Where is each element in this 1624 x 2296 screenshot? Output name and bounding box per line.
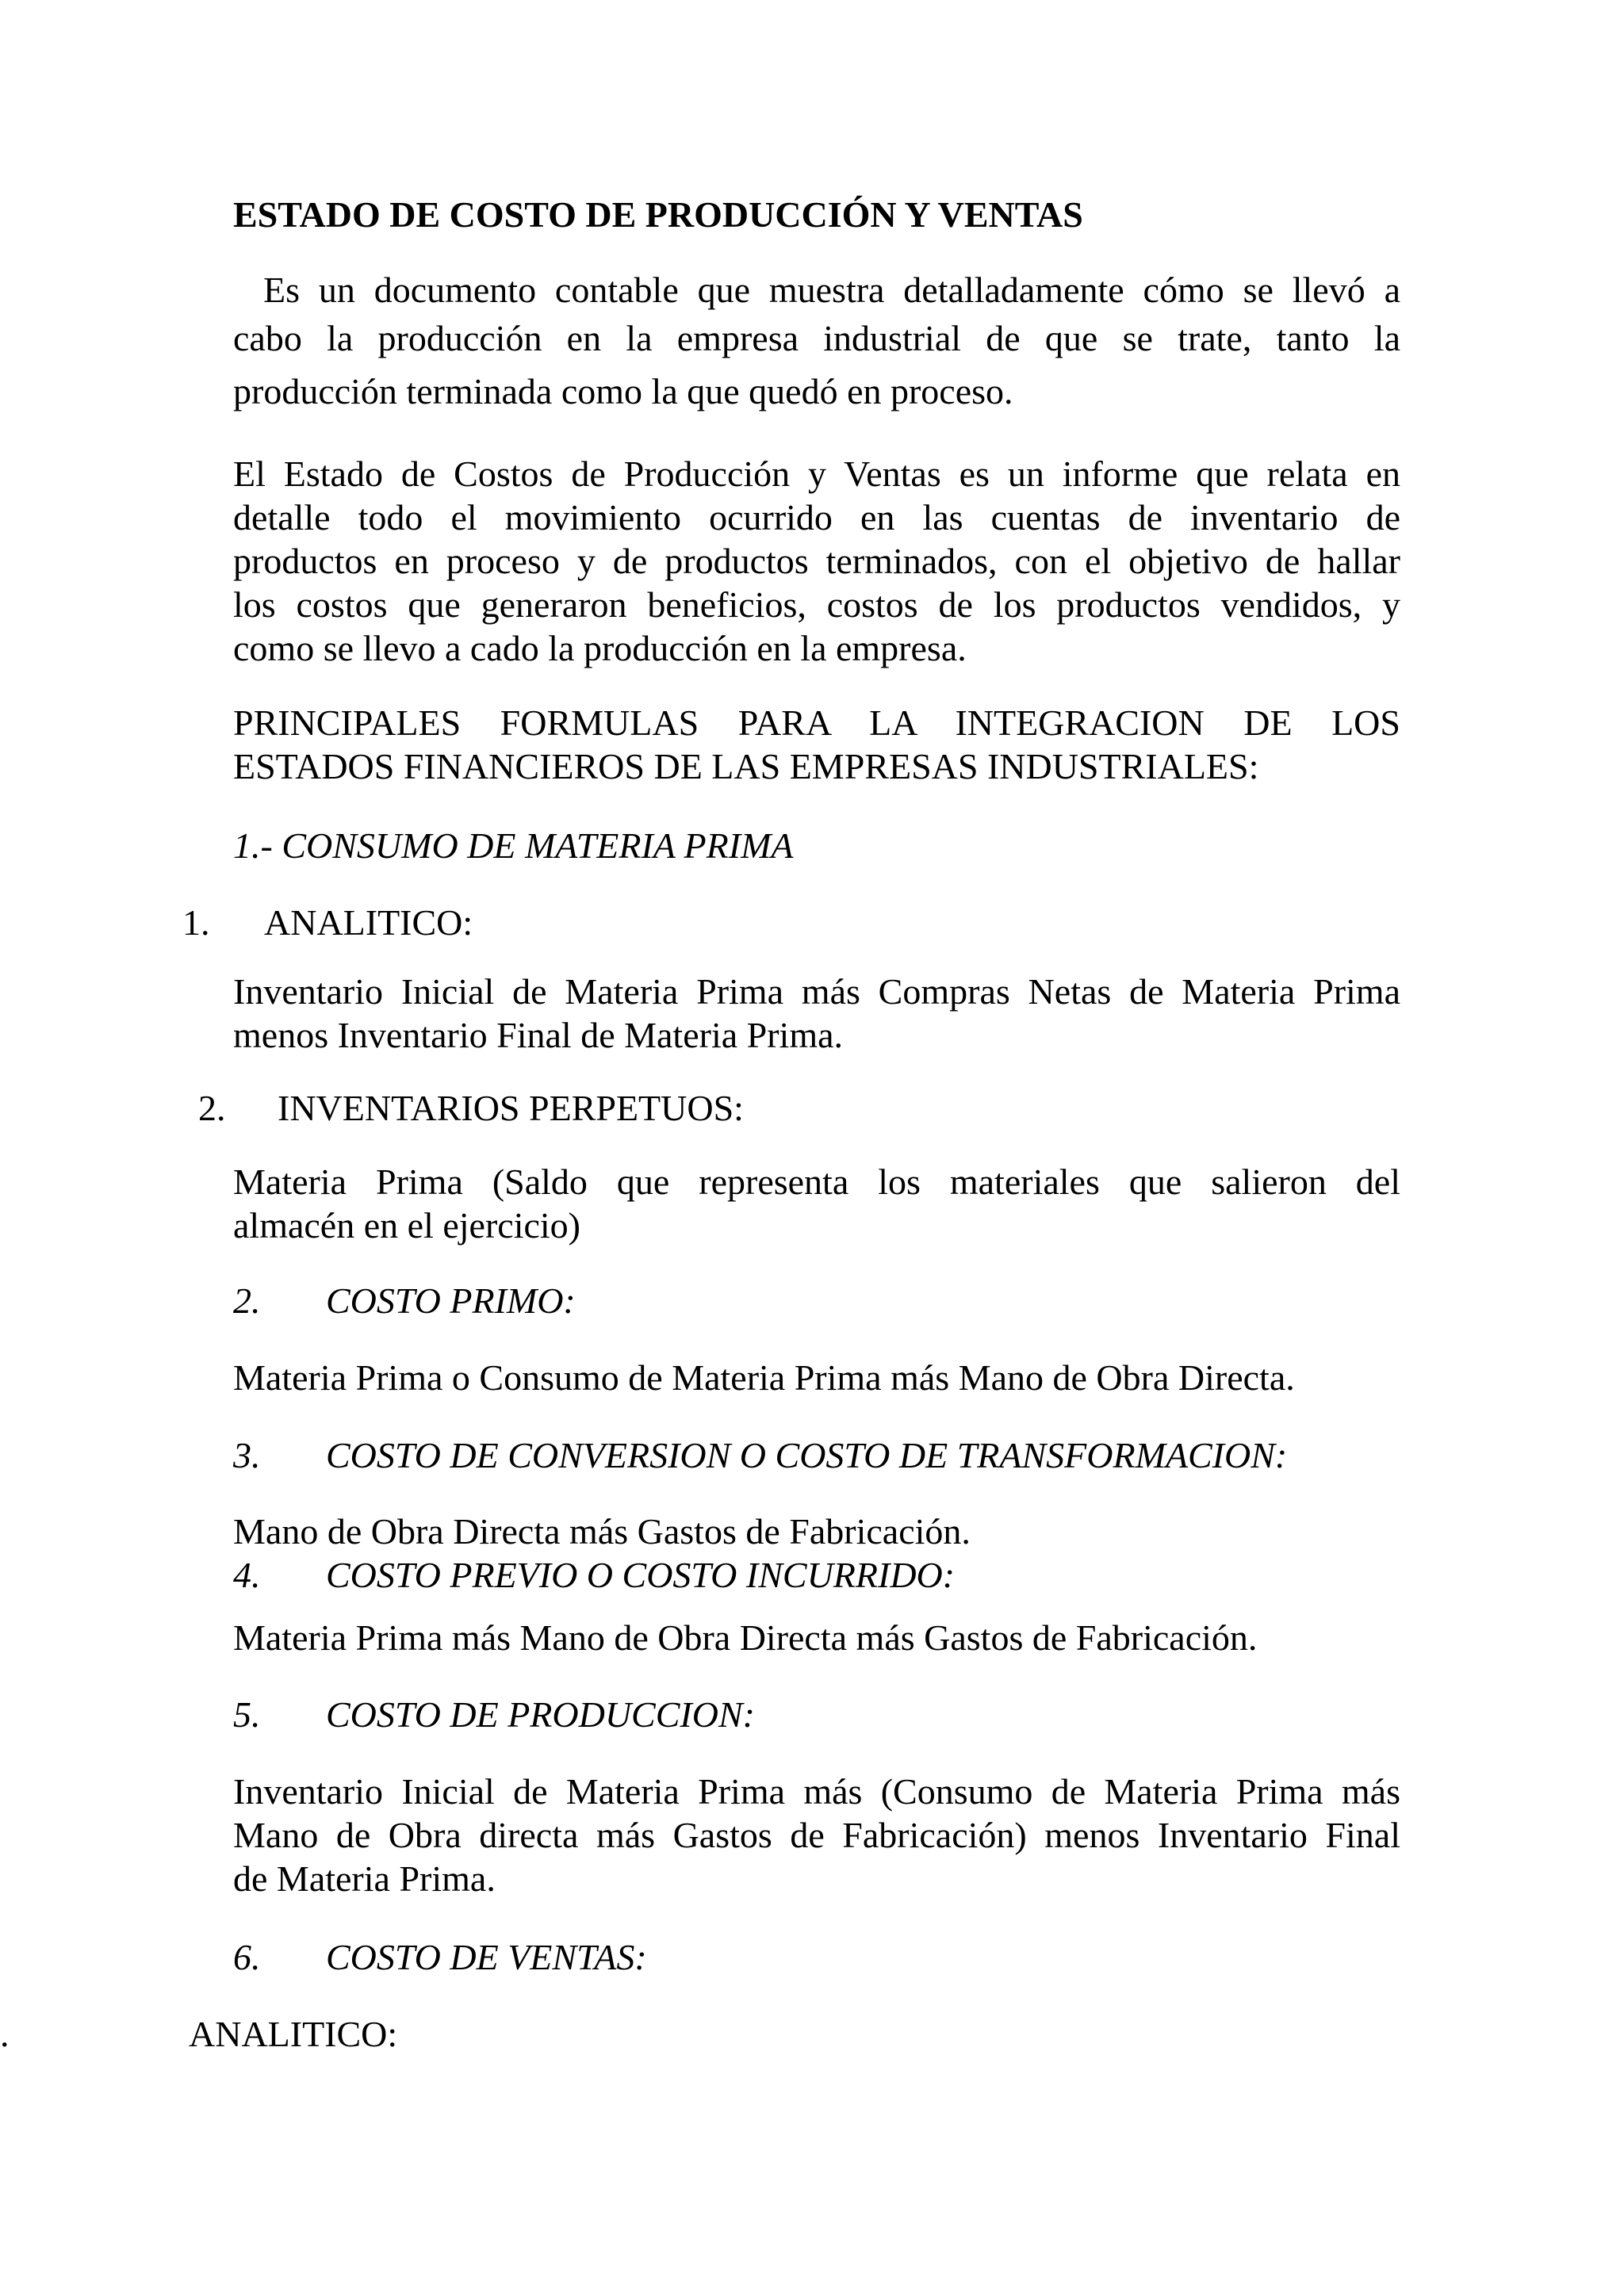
list-number: 4. xyxy=(233,1555,261,1595)
paragraph-line: cabo la producción en la empresa industrial de que se trate, tanto la xyxy=(233,318,1400,358)
paragraph-line: los costos que generaron beneficios, costos de los productos vendidos, y xyxy=(233,584,1400,625)
list-number: 5. xyxy=(233,1694,261,1735)
section-heading-costo-ventas: COSTO DE VENTAS: xyxy=(326,1937,647,1977)
paragraph-analitico xyxy=(233,970,1400,1057)
list-item-analitico xyxy=(182,901,210,944)
list-number: 2. xyxy=(198,1088,226,1128)
list-label-analitico: ANALITICO: xyxy=(264,902,473,943)
paragraph-line: detalle todo el movimiento ocurrido en las cuentas de inventario de xyxy=(233,497,1400,538)
list-label-inventarios: INVENTARIOS PERPETUOS: xyxy=(278,1088,744,1128)
section-heading-costo-primo: COSTO PRIMO: xyxy=(326,1280,576,1321)
paragraph-costo-conversion: Mano de Obra Directa más Gastos de Fabricación. xyxy=(233,1511,971,1552)
list-number: 6. xyxy=(233,1937,261,1977)
list-number: 1. xyxy=(182,902,210,943)
paragraph-line: PRINCIPALES FORMULAS PARA LA INTEGRACION DE LOS xyxy=(233,702,1400,743)
section-heading-costo-previo: COSTO PREVIO O COSTO INCURRIDO: xyxy=(326,1555,956,1595)
document-title: ESTADO DE COSTO DE PRODUCCIÓN Y VENTAS xyxy=(233,194,1083,235)
list-number: 2. xyxy=(233,1280,261,1321)
paragraph-line: ESTADOS FINANCIEROS DE LAS EMPRESAS INDUSTRIALES: xyxy=(233,746,1259,786)
paragraph-line: productos en proceso y de productos terminados, con el objetivo de hallar xyxy=(233,541,1400,581)
paragraph-definition xyxy=(233,452,1400,670)
paragraph-costo-produccion xyxy=(233,1770,1400,1900)
section-heading-costo-conversion: COSTO DE CONVERSION O COSTO DE TRANSFORMACION: xyxy=(326,1435,1288,1475)
list-number: 3. xyxy=(233,1435,261,1475)
paragraph-line: Materia Prima (Saldo que representa los materiales que salieron del xyxy=(233,1161,1400,1202)
paragraph-line: como se llevo a cado la producción en la empresa. xyxy=(233,628,967,668)
paragraph-line: almacén en el ejercicio) xyxy=(233,1205,580,1246)
paragraph-costo-previo: Materia Prima más Mano de Obra Directa más Gastos de Fabricación. xyxy=(233,1617,1258,1658)
paragraph-line: El Estado de Costos de Producción y Ventas es un informe que relata en xyxy=(233,453,1400,494)
section-heading-consumo: 1.- CONSUMO DE MATERIA PRIMA xyxy=(233,825,794,866)
paragraph-line: Es un documento contable que muestra detalladamente cómo se llevó a xyxy=(263,270,1400,310)
list-number: . xyxy=(0,2014,10,2054)
paragraph-costo-primo: Materia Prima o Consumo de Materia Prima más Mano de Obra Directa. xyxy=(233,1357,1295,1398)
section-heading-costo-produccion: COSTO DE PRODUCCION: xyxy=(326,1694,755,1735)
paragraph-line: menos Inventario Final de Materia Prima. xyxy=(233,1015,844,1055)
paragraph-principales xyxy=(233,701,1400,788)
paragraph-line: Mano de Obra directa más Gastos de Fabricación) menos Inventario Final xyxy=(233,1815,1400,1855)
paragraph-inventarios xyxy=(233,1160,1400,1247)
list-label-analitico-ventas: ANALITICO: xyxy=(189,2014,398,2054)
paragraph-line: Inventario Inicial de Materia Prima más (Consumo de Materia Prima más xyxy=(233,1771,1400,1812)
paragraph-line: Inventario Inicial de Materia Prima más Compras Netas de Materia Prima xyxy=(233,971,1400,1012)
paragraph-intro xyxy=(233,268,1400,418)
paragraph-line: de Materia Prima. xyxy=(233,1858,496,1899)
paragraph-line: producción terminada como la que quedó en proceso. xyxy=(233,371,1013,411)
